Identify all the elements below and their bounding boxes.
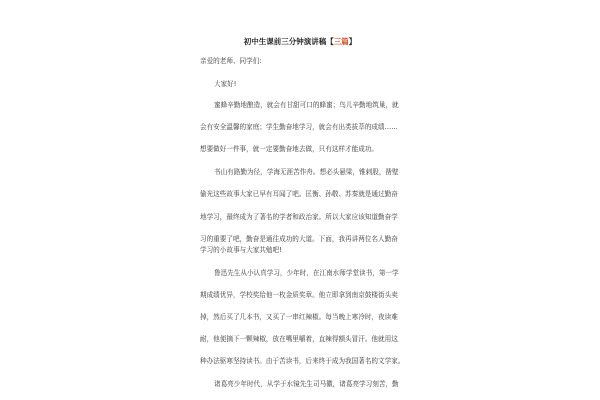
paragraph-line: 蜜蜂辛勤地酿造，就会有甘甜可口的蜂蜜；鸟儿辛勤地筑巢，就 [214,101,399,109]
paragraph-line: 会有安全温馨的家庭；学生勤奋地学习，就会有出类拔萃的成绩…… [200,123,398,131]
paragraph-line: 学习的小故事与大家共勉吧! [200,246,282,254]
paragraph-line: 书山有路勤为径，学海无涯苦作舟。想必头悬梁，锥刺股，凿壁 [214,168,399,176]
page-title [0,36,600,47]
paragraph-line: 偷光这些故事大家已早有耳闻了吧。匡衡、孙敬、苏秦就是通过勤奋 [200,190,398,198]
paragraph-line: 诸葛亮少年时代，从学于水镜先生司马徽，诸葛亮学习刻苦，勤 [214,380,399,388]
paragraph-line: 地学习，最终成为了著名的学者和政治家。所以大家应该知道勤奋学 [200,213,398,221]
paragraph-line: 种办法驱寒坚持读书。由于苦读书，后来终于成为我国著名的文学家。 [200,357,405,365]
greeting-line: 大家好! [214,80,237,88]
paragraph-line: 耐，他便摘下一颗辣椒，放在嘴里嚼着，直辣得额头冒汗。他就用这 [200,335,398,343]
paragraph-line: 想要做好一件事，就一定要勤奋地去做，只有这样才能成功。 [200,145,379,153]
title-prefix: 初中生课前三分钟演讲稿【 [243,37,334,46]
title-highlight: 三篇 [333,37,349,46]
paragraph-line: 期成绩优异，学校奖给他一枚金质奖章。他立即拿到南京鼓楼街头卖 [200,291,398,299]
paragraph-line: 习的重要了吧，勤奋是通往成功的大道。下面，我再讲两位名人勤奋 [200,235,398,243]
paragraph-line: 掉，然后买了几本书，又买了一串红辣椒。每当晚上寒冷时，夜读难 [200,313,398,321]
title-suffix: 】 [348,37,357,46]
salutation-line: 亲爱的老师、同学们: [200,57,262,65]
paragraph-line: 鲁迅先生从小认真学习，少年时，在江南水师学堂读书，第一学 [214,269,399,277]
